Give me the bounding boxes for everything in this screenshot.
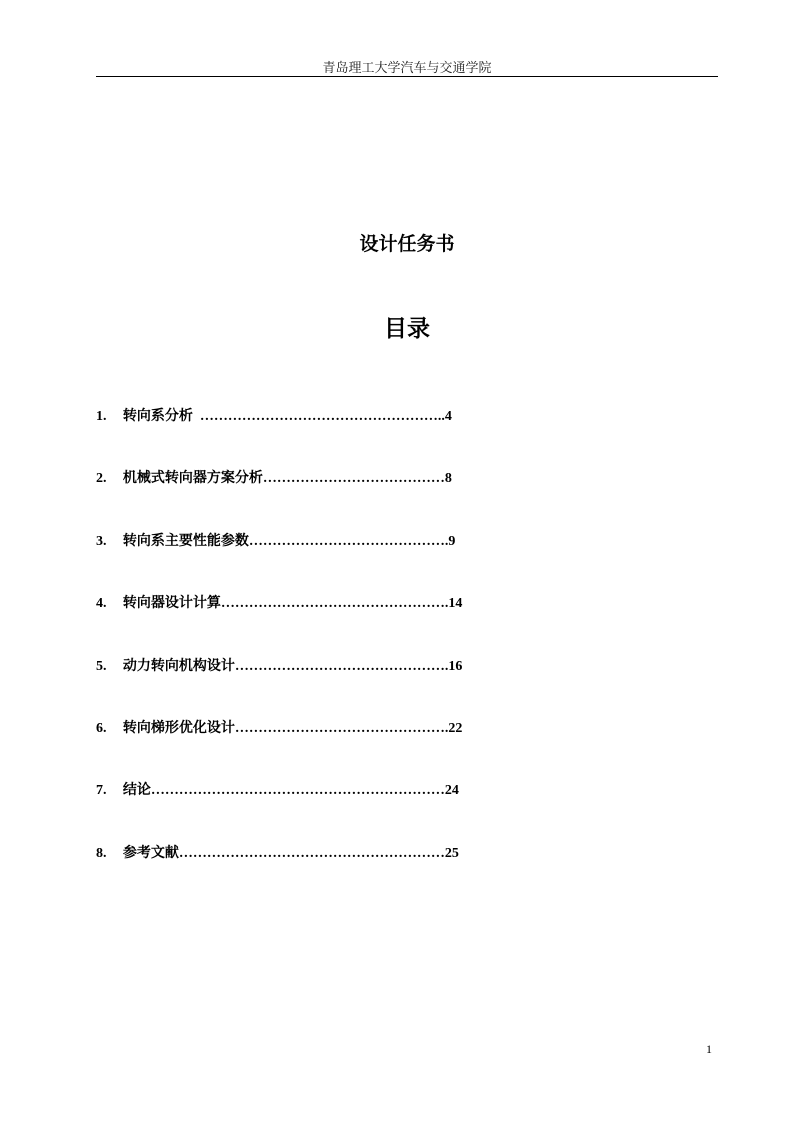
toc-item-leader: …………………………………………. [220,596,449,612]
toc-item-label: 动力转向机构设计 [122,657,235,674]
toc-item-leader: …………………………………………….. [199,409,445,424]
toc-item-leader: ………………………………………. [234,658,449,674]
toc-item-8[interactable] [96,843,616,905]
toc-title: 目录 [384,316,430,342]
task-title: 设计任务书 [359,233,455,255]
header-divider [96,76,718,77]
toc-item-number: 8. [96,845,107,861]
toc-item-label: 结论 [122,782,151,799]
toc-item-leader: ………………………………………. [234,720,449,736]
toc-item-2[interactable] [96,468,616,530]
toc-item-leader: ………………………………………………… [178,845,445,861]
toc-item-page: 25 [444,845,459,861]
page-number: 1 [706,1042,712,1056]
toc-item-label: 转向器设计计算 [122,595,221,612]
toc-item-page: 22 [448,720,463,736]
toc-item-1[interactable] [96,406,616,468]
toc-item-label: 转向系主要性能参数 [122,532,249,549]
toc-item-number: 2. [96,471,107,487]
toc-item-number: 1. [96,409,107,424]
toc-item-3[interactable] [96,531,616,593]
toc-item-label: 参考文献 [122,844,179,861]
toc-item-page: 8 [444,471,452,487]
toc-item-number: 7. [96,783,107,799]
toc-item-leader: ……………………………………………………… [150,783,445,799]
toc-item-number: 3. [96,533,107,549]
page-header: 青岛理工大学汽车与交通学院 [322,61,492,76]
toc-item-page: 16 [448,658,463,674]
toc-item-leader: ………………………………… [262,471,445,487]
toc-item-6[interactable] [96,718,616,780]
toc-item-label: 转向系分析 [122,408,193,424]
toc-item-7[interactable] [96,780,616,842]
toc-item-number: 5. [96,658,107,674]
toc-item-label: 转向梯形优化设计 [122,719,235,736]
toc-item-number: 6. [96,720,107,736]
toc-item-page: 14 [448,596,463,612]
toc-item-page: 4 [444,409,452,424]
toc-item-4[interactable] [96,593,616,655]
toc-item-page: 9 [448,533,456,549]
toc-item-leader: ……………………………………. [248,533,449,549]
table-of-contents [96,406,616,905]
toc-item-number: 4. [96,596,107,612]
toc-item-5[interactable] [96,656,616,718]
toc-item-page: 24 [444,783,459,799]
toc-item-label: 机械式转向器方案分析 [122,470,263,487]
